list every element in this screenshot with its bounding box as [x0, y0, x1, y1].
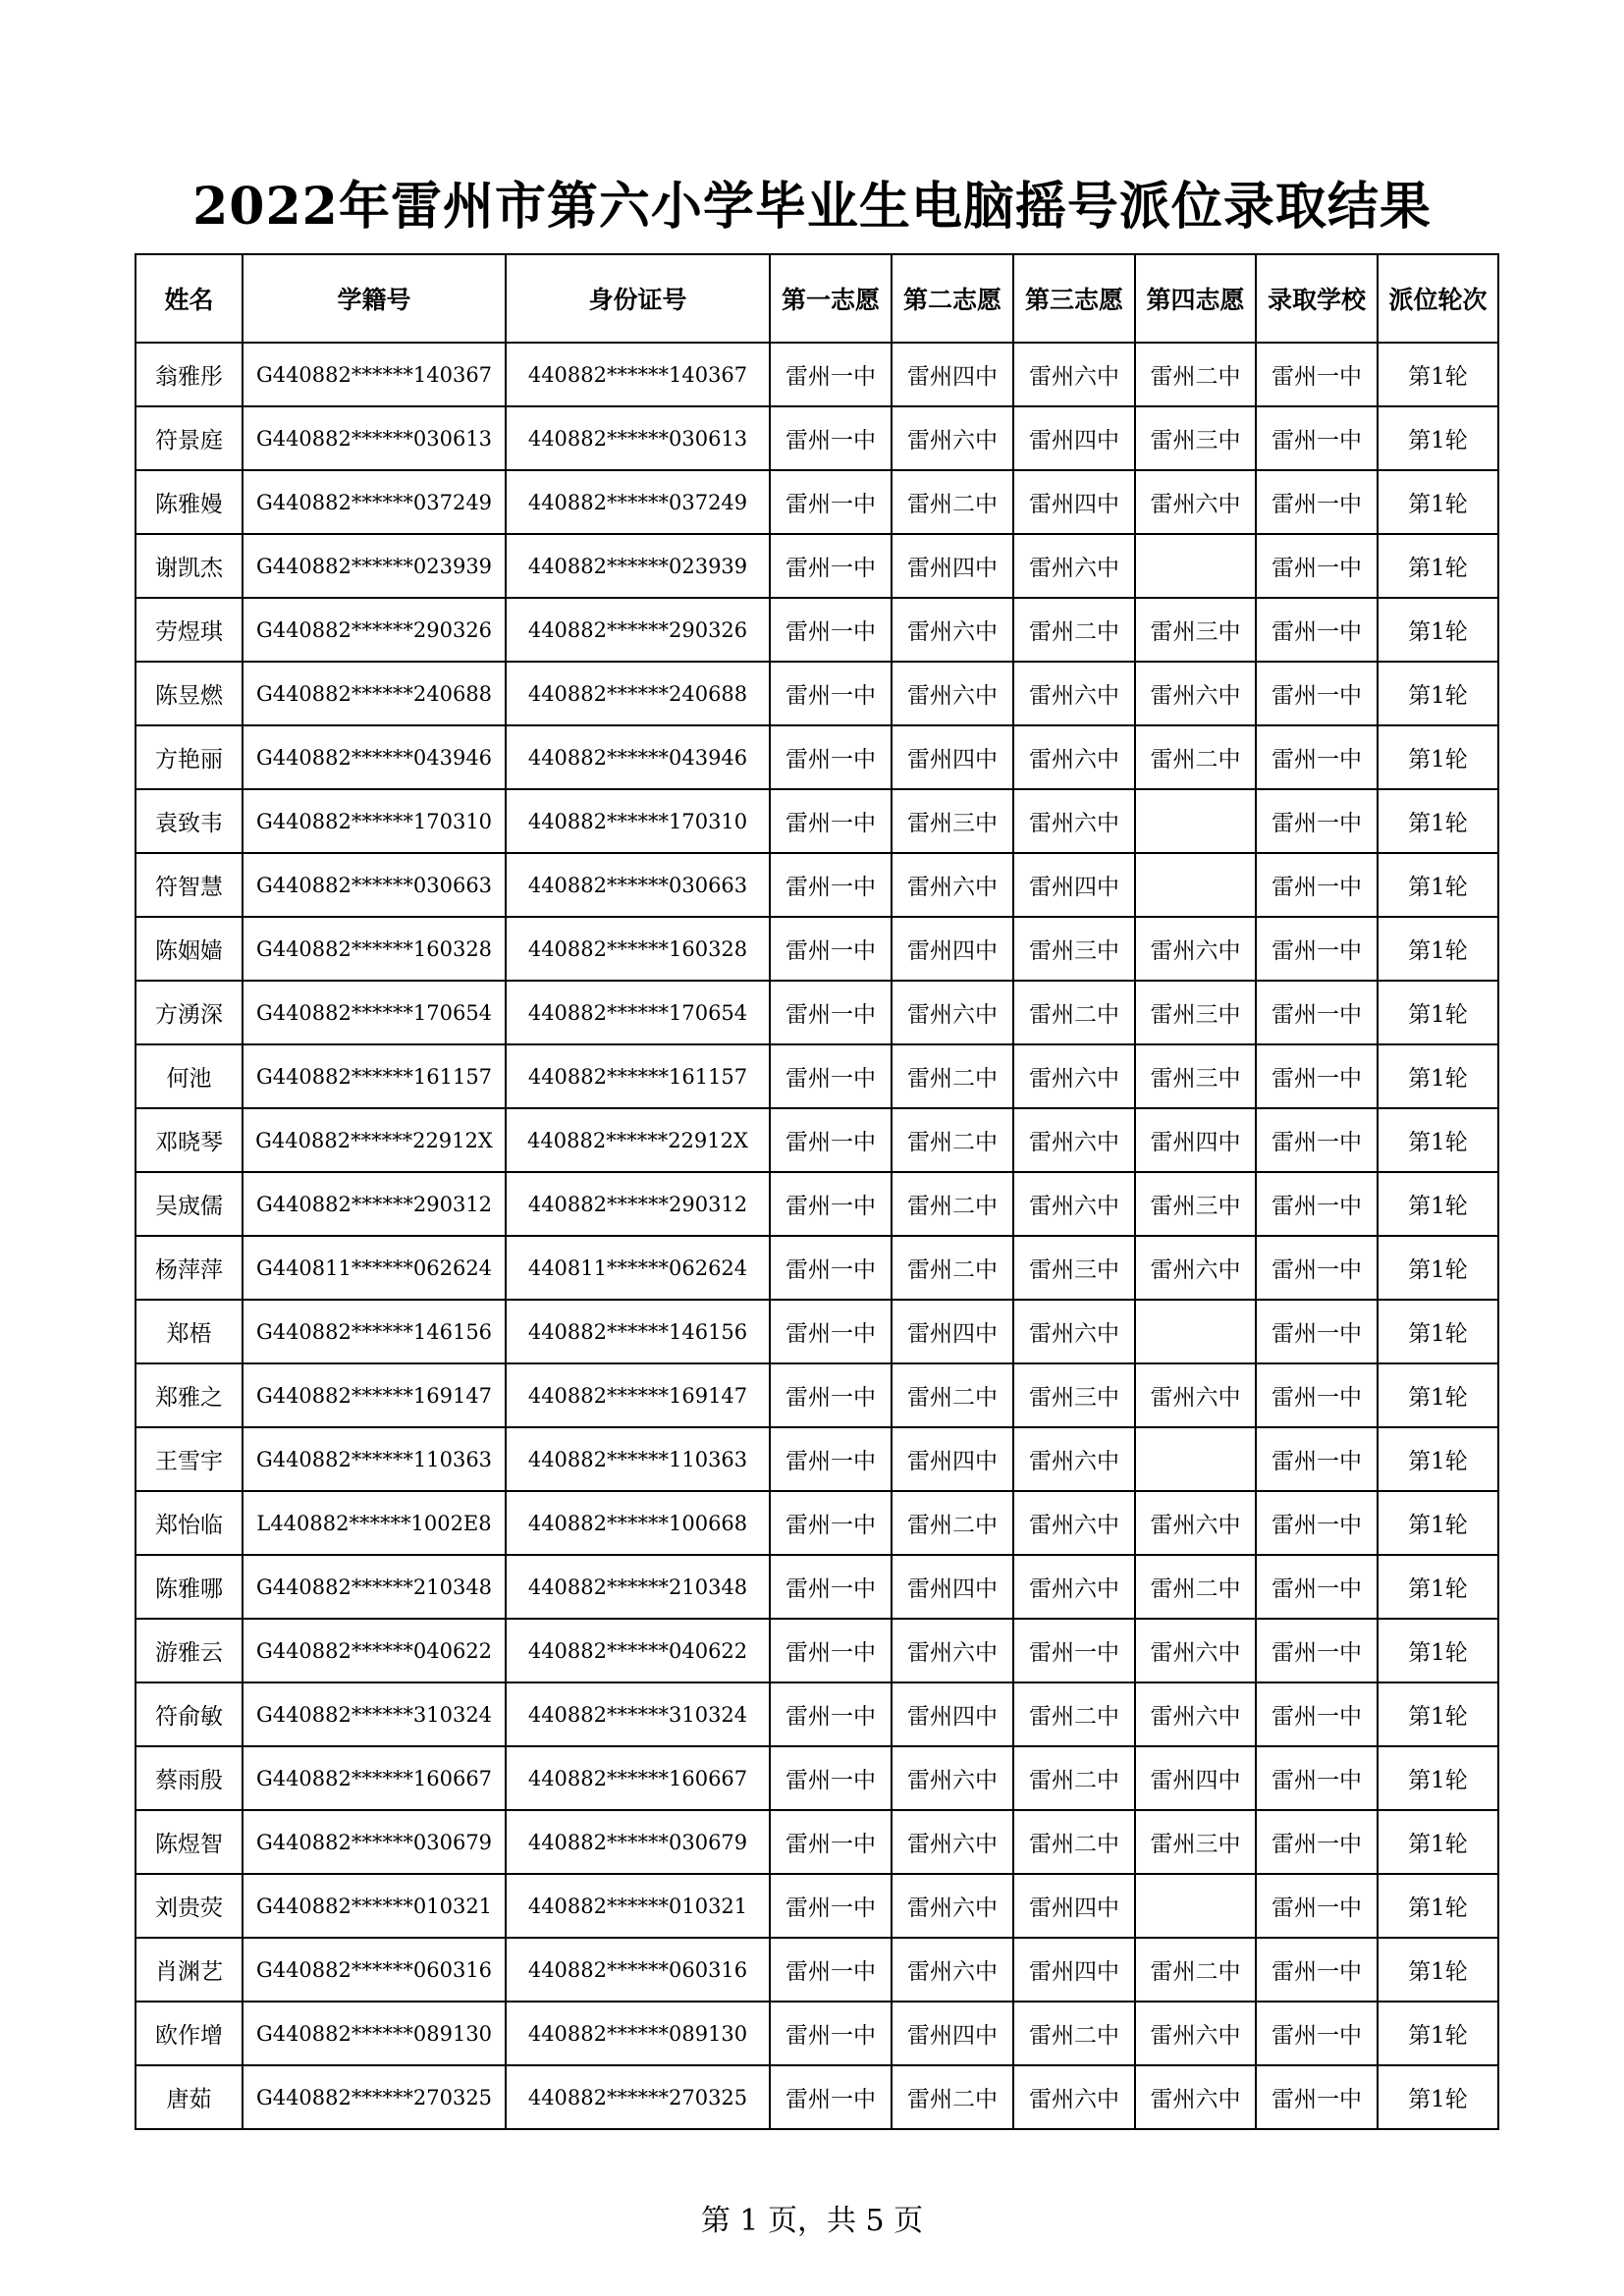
name-cell: 郑怡临	[135, 1491, 243, 1555]
student-id-cell: G440882******037249	[243, 470, 506, 534]
choice-1-cell: 雷州一中	[770, 662, 892, 725]
round-cell: 第1轮	[1378, 1682, 1498, 1746]
student-id-cell: G440882******310324	[243, 1682, 506, 1746]
table-row	[135, 1300, 1498, 1363]
admitted-school-cell: 雷州一中	[1256, 1555, 1378, 1619]
choice-2-cell: 雷州二中	[892, 470, 1013, 534]
results-table	[135, 253, 1499, 2130]
choice-2-cell: 雷州六中	[892, 1874, 1013, 1938]
student-id-cell: G440811******062624	[243, 1236, 506, 1300]
student-id-cell: G440882******060316	[243, 1938, 506, 2002]
choice-1-cell: 雷州一中	[770, 2065, 892, 2129]
round-cell: 第1轮	[1378, 917, 1498, 981]
admitted-school-cell: 雷州一中	[1256, 1810, 1378, 1874]
admitted-school-cell: 雷州一中	[1256, 725, 1378, 789]
choice-1-cell: 雷州一中	[770, 789, 892, 853]
choice-1-cell: 雷州一中	[770, 1746, 892, 1810]
table-row	[135, 343, 1498, 406]
student-id-cell: G440882******030679	[243, 1810, 506, 1874]
choice-4-cell: 雷州二中	[1135, 343, 1256, 406]
student-id-cell: G440882******160667	[243, 1746, 506, 1810]
choice-3-cell: 雷州一中	[1013, 1619, 1135, 1682]
choice-3-cell: 雷州六中	[1013, 1108, 1135, 1172]
admitted-school-cell: 雷州一中	[1256, 1172, 1378, 1236]
table-row	[135, 1236, 1498, 1300]
choice-2-cell: 雷州二中	[892, 2065, 1013, 2129]
col-header-choice-1: 第一志愿	[770, 254, 892, 343]
choice-3-cell: 雷州六中	[1013, 1300, 1135, 1363]
choice-2-cell: 雷州四中	[892, 917, 1013, 981]
id-number-cell: 440882******043946	[506, 725, 770, 789]
choice-1-cell: 雷州一中	[770, 2002, 892, 2065]
col-header-choice-4: 第四志愿	[1135, 254, 1256, 343]
choice-3-cell: 雷州六中	[1013, 1427, 1135, 1491]
col-header-choice-2: 第二志愿	[892, 254, 1013, 343]
choice-4-cell: 雷州三中	[1135, 981, 1256, 1044]
choice-3-cell: 雷州二中	[1013, 598, 1135, 662]
round-cell: 第1轮	[1378, 534, 1498, 598]
choice-3-cell: 雷州六中	[1013, 789, 1135, 853]
round-cell: 第1轮	[1378, 1108, 1498, 1172]
id-number-cell: 440882******169147	[506, 1363, 770, 1427]
id-number-cell: 440882******161157	[506, 1044, 770, 1108]
choice-4-cell	[1135, 534, 1256, 598]
round-cell: 第1轮	[1378, 981, 1498, 1044]
student-id-cell: G440882******110363	[243, 1427, 506, 1491]
student-id-cell: G440882******030613	[243, 406, 506, 470]
choice-2-cell: 雷州四中	[892, 534, 1013, 598]
name-cell: 陈昱燃	[135, 662, 243, 725]
student-id-cell: G440882******146156	[243, 1300, 506, 1363]
student-id-cell: G440882******240688	[243, 662, 506, 725]
choice-2-cell: 雷州六中	[892, 598, 1013, 662]
name-cell: 陈姻嫱	[135, 917, 243, 981]
student-id-cell: L440882******1002E8	[243, 1491, 506, 1555]
choice-2-cell: 雷州二中	[892, 1044, 1013, 1108]
choice-3-cell: 雷州六中	[1013, 725, 1135, 789]
table-row	[135, 1682, 1498, 1746]
student-id-cell: G440882******043946	[243, 725, 506, 789]
admitted-school-cell: 雷州一中	[1256, 1746, 1378, 1810]
choice-2-cell: 雷州六中	[892, 1619, 1013, 1682]
table-row	[135, 598, 1498, 662]
choice-2-cell: 雷州六中	[892, 981, 1013, 1044]
table-row	[135, 725, 1498, 789]
student-id-cell: G440882******22912X	[243, 1108, 506, 1172]
name-cell: 郑雅之	[135, 1363, 243, 1427]
round-cell: 第1轮	[1378, 1938, 1498, 2002]
admitted-school-cell: 雷州一中	[1256, 406, 1378, 470]
choice-2-cell: 雷州二中	[892, 1491, 1013, 1555]
student-id-cell: G440882******161157	[243, 1044, 506, 1108]
id-number-cell: 440882******089130	[506, 2002, 770, 2065]
col-header-admitted-school: 录取学校	[1256, 254, 1378, 343]
table-row	[135, 1044, 1498, 1108]
round-cell: 第1轮	[1378, 343, 1498, 406]
round-cell: 第1轮	[1378, 662, 1498, 725]
admitted-school-cell: 雷州一中	[1256, 1938, 1378, 2002]
id-number-cell: 440882******22912X	[506, 1108, 770, 1172]
choice-2-cell: 雷州二中	[892, 1363, 1013, 1427]
choice-1-cell: 雷州一中	[770, 343, 892, 406]
name-cell: 翁雅彤	[135, 343, 243, 406]
choice-1-cell: 雷州一中	[770, 1619, 892, 1682]
choice-1-cell: 雷州一中	[770, 1491, 892, 1555]
admitted-school-cell: 雷州一中	[1256, 1300, 1378, 1363]
choice-3-cell: 雷州二中	[1013, 981, 1135, 1044]
choice-2-cell: 雷州四中	[892, 1300, 1013, 1363]
admitted-school-cell: 雷州一中	[1256, 1491, 1378, 1555]
choice-2-cell: 雷州二中	[892, 1236, 1013, 1300]
student-id-cell: G440882******030663	[243, 853, 506, 917]
choice-4-cell: 雷州六中	[1135, 1619, 1256, 1682]
table-row	[135, 1555, 1498, 1619]
id-number-cell: 440882******060316	[506, 1938, 770, 2002]
choice-3-cell: 雷州三中	[1013, 1236, 1135, 1300]
choice-3-cell: 雷州三中	[1013, 1363, 1135, 1427]
round-cell: 第1轮	[1378, 1874, 1498, 1938]
name-cell: 蔡雨殷	[135, 1746, 243, 1810]
id-number-cell: 440882******310324	[506, 1682, 770, 1746]
student-id-cell: G440882******210348	[243, 1555, 506, 1619]
table-row	[135, 1491, 1498, 1555]
choice-1-cell: 雷州一中	[770, 1363, 892, 1427]
admitted-school-cell: 雷州一中	[1256, 981, 1378, 1044]
choice-1-cell: 雷州一中	[770, 1682, 892, 1746]
round-cell: 第1轮	[1378, 470, 1498, 534]
choice-4-cell: 雷州三中	[1135, 406, 1256, 470]
choice-3-cell: 雷州四中	[1013, 1938, 1135, 2002]
id-number-cell: 440811******062624	[506, 1236, 770, 1300]
choice-2-cell: 雷州六中	[892, 1938, 1013, 2002]
choice-4-cell: 雷州六中	[1135, 1682, 1256, 1746]
name-cell: 游雅云	[135, 1619, 243, 1682]
student-id-cell: G440882******270325	[243, 2065, 506, 2129]
choice-4-cell	[1135, 789, 1256, 853]
id-number-cell: 440882******160667	[506, 1746, 770, 1810]
id-number-cell: 440882******210348	[506, 1555, 770, 1619]
name-cell: 劳煜琪	[135, 598, 243, 662]
name-cell: 邓晓琴	[135, 1108, 243, 1172]
choice-4-cell: 雷州二中	[1135, 725, 1256, 789]
student-id-cell: G440882******160328	[243, 917, 506, 981]
choice-4-cell: 雷州六中	[1135, 2065, 1256, 2129]
id-number-cell: 440882******100668	[506, 1491, 770, 1555]
table-row	[135, 853, 1498, 917]
choice-2-cell: 雷州四中	[892, 725, 1013, 789]
round-cell: 第1轮	[1378, 598, 1498, 662]
id-number-cell: 440882******146156	[506, 1300, 770, 1363]
name-cell: 刘贵荧	[135, 1874, 243, 1938]
id-number-cell: 440882******023939	[506, 534, 770, 598]
choice-2-cell: 雷州四中	[892, 1682, 1013, 1746]
choice-3-cell: 雷州二中	[1013, 2002, 1135, 2065]
choice-3-cell: 雷州六中	[1013, 662, 1135, 725]
name-cell: 符俞敏	[135, 1682, 243, 1746]
col-header-name: 姓名	[135, 254, 243, 343]
student-id-cell: G440882******010321	[243, 1874, 506, 1938]
round-cell: 第1轮	[1378, 1236, 1498, 1300]
table-row	[135, 1427, 1498, 1491]
choice-2-cell: 雷州六中	[892, 406, 1013, 470]
choice-4-cell	[1135, 1427, 1256, 1491]
choice-3-cell: 雷州三中	[1013, 917, 1135, 981]
id-number-cell: 440882******030663	[506, 853, 770, 917]
student-id-cell: G440882******040622	[243, 1619, 506, 1682]
choice-3-cell: 雷州六中	[1013, 2065, 1135, 2129]
round-cell: 第1轮	[1378, 1810, 1498, 1874]
round-cell: 第1轮	[1378, 1172, 1498, 1236]
choice-1-cell: 雷州一中	[770, 1555, 892, 1619]
table-row	[135, 662, 1498, 725]
choice-1-cell: 雷州一中	[770, 534, 892, 598]
choice-4-cell	[1135, 1874, 1256, 1938]
choice-1-cell: 雷州一中	[770, 1044, 892, 1108]
choice-3-cell: 雷州二中	[1013, 1682, 1135, 1746]
id-number-cell: 440882******290312	[506, 1172, 770, 1236]
name-cell: 郑梧	[135, 1300, 243, 1363]
round-cell: 第1轮	[1378, 789, 1498, 853]
admitted-school-cell: 雷州一中	[1256, 1236, 1378, 1300]
choice-1-cell: 雷州一中	[770, 1108, 892, 1172]
choice-2-cell: 雷州四中	[892, 1555, 1013, 1619]
choice-2-cell: 雷州六中	[892, 1746, 1013, 1810]
admitted-school-cell: 雷州一中	[1256, 598, 1378, 662]
choice-4-cell: 雷州六中	[1135, 1363, 1256, 1427]
name-cell: 陈雅哪	[135, 1555, 243, 1619]
table-row	[135, 1938, 1498, 2002]
choice-4-cell: 雷州三中	[1135, 1044, 1256, 1108]
id-number-cell: 440882******140367	[506, 343, 770, 406]
round-cell: 第1轮	[1378, 406, 1498, 470]
student-id-cell: G440882******140367	[243, 343, 506, 406]
name-cell: 唐茹	[135, 2065, 243, 2129]
round-cell: 第1轮	[1378, 1555, 1498, 1619]
choice-2-cell: 雷州二中	[892, 1108, 1013, 1172]
col-header-choice-3: 第三志愿	[1013, 254, 1135, 343]
choice-1-cell: 雷州一中	[770, 1172, 892, 1236]
name-cell: 陈煜智	[135, 1810, 243, 1874]
choice-2-cell: 雷州六中	[892, 853, 1013, 917]
name-cell: 袁致韦	[135, 789, 243, 853]
choice-1-cell: 雷州一中	[770, 981, 892, 1044]
table-row	[135, 2065, 1498, 2129]
choice-3-cell: 雷州六中	[1013, 1172, 1135, 1236]
choice-4-cell: 雷州六中	[1135, 1491, 1256, 1555]
table-row	[135, 1746, 1498, 1810]
id-number-cell: 440882******240688	[506, 662, 770, 725]
round-cell: 第1轮	[1378, 1363, 1498, 1427]
admitted-school-cell: 雷州一中	[1256, 2065, 1378, 2129]
name-cell: 符智慧	[135, 853, 243, 917]
table-row	[135, 534, 1498, 598]
round-cell: 第1轮	[1378, 1300, 1498, 1363]
round-cell: 第1轮	[1378, 2065, 1498, 2129]
choice-2-cell: 雷州六中	[892, 662, 1013, 725]
choice-4-cell: 雷州六中	[1135, 917, 1256, 981]
admitted-school-cell: 雷州一中	[1256, 534, 1378, 598]
name-cell: 吴宬儒	[135, 1172, 243, 1236]
table-row	[135, 1619, 1498, 1682]
page-title: 2022年雷州市第六小学毕业生电脑摇号派位录取结果	[192, 177, 1432, 237]
id-number-cell: 440882******030613	[506, 406, 770, 470]
choice-3-cell: 雷州四中	[1013, 470, 1135, 534]
round-cell: 第1轮	[1378, 1427, 1498, 1491]
choice-1-cell: 雷州一中	[770, 1874, 892, 1938]
choice-3-cell: 雷州四中	[1013, 853, 1135, 917]
name-cell: 陈雅嫚	[135, 470, 243, 534]
admitted-school-cell: 雷州一中	[1256, 1108, 1378, 1172]
id-number-cell: 440882******030679	[506, 1810, 770, 1874]
choice-3-cell: 雷州六中	[1013, 343, 1135, 406]
admitted-school-cell: 雷州一中	[1256, 853, 1378, 917]
choice-3-cell: 雷州二中	[1013, 1810, 1135, 1874]
name-cell: 何池	[135, 1044, 243, 1108]
admitted-school-cell: 雷州一中	[1256, 1874, 1378, 1938]
id-number-cell: 440882******110363	[506, 1427, 770, 1491]
choice-4-cell: 雷州六中	[1135, 2002, 1256, 2065]
choice-2-cell: 雷州四中	[892, 343, 1013, 406]
table-row	[135, 1108, 1498, 1172]
choice-2-cell: 雷州六中	[892, 1810, 1013, 1874]
round-cell: 第1轮	[1378, 725, 1498, 789]
table-row	[135, 789, 1498, 853]
choice-3-cell: 雷州六中	[1013, 534, 1135, 598]
student-id-cell: G440882******089130	[243, 2002, 506, 2065]
id-number-cell: 440882******040622	[506, 1619, 770, 1682]
student-id-cell: G440882******170654	[243, 981, 506, 1044]
table-row	[135, 917, 1498, 981]
admitted-school-cell: 雷州一中	[1256, 662, 1378, 725]
table-row	[135, 470, 1498, 534]
student-id-cell: G440882******023939	[243, 534, 506, 598]
round-cell: 第1轮	[1378, 1746, 1498, 1810]
choice-3-cell: 雷州四中	[1013, 406, 1135, 470]
round-cell: 第1轮	[1378, 2002, 1498, 2065]
choice-3-cell: 雷州二中	[1013, 1746, 1135, 1810]
choice-4-cell: 雷州三中	[1135, 598, 1256, 662]
admitted-school-cell: 雷州一中	[1256, 343, 1378, 406]
choice-4-cell: 雷州六中	[1135, 1236, 1256, 1300]
id-number-cell: 440882******270325	[506, 2065, 770, 2129]
id-number-cell: 440882******290326	[506, 598, 770, 662]
admitted-school-cell: 雷州一中	[1256, 1682, 1378, 1746]
table-row	[135, 1363, 1498, 1427]
choice-1-cell: 雷州一中	[770, 1300, 892, 1363]
choice-4-cell: 雷州四中	[1135, 1108, 1256, 1172]
round-cell: 第1轮	[1378, 1619, 1498, 1682]
admitted-school-cell: 雷州一中	[1256, 1427, 1378, 1491]
name-cell: 符景庭	[135, 406, 243, 470]
admitted-school-cell: 雷州一中	[1256, 1363, 1378, 1427]
choice-2-cell: 雷州四中	[892, 2002, 1013, 2065]
id-number-cell: 440882******170654	[506, 981, 770, 1044]
admitted-school-cell: 雷州一中	[1256, 2002, 1378, 2065]
student-id-cell: G440882******290326	[243, 598, 506, 662]
table-row	[135, 2002, 1498, 2065]
choice-1-cell: 雷州一中	[770, 470, 892, 534]
table-row	[135, 1810, 1498, 1874]
choice-4-cell: 雷州二中	[1135, 1555, 1256, 1619]
choice-1-cell: 雷州一中	[770, 406, 892, 470]
choice-3-cell: 雷州四中	[1013, 1874, 1135, 1938]
admitted-school-cell: 雷州一中	[1256, 789, 1378, 853]
admitted-school-cell: 雷州一中	[1256, 917, 1378, 981]
choice-1-cell: 雷州一中	[770, 598, 892, 662]
name-cell: 王雪宇	[135, 1427, 243, 1491]
choice-1-cell: 雷州一中	[770, 1938, 892, 2002]
table-row	[135, 1874, 1498, 1938]
choice-1-cell: 雷州一中	[770, 725, 892, 789]
name-cell: 欧作增	[135, 2002, 243, 2065]
round-cell: 第1轮	[1378, 1491, 1498, 1555]
page-footer: 第 1 页，共 5 页	[700, 2204, 924, 2238]
name-cell: 方湧深	[135, 981, 243, 1044]
choice-4-cell: 雷州六中	[1135, 470, 1256, 534]
col-header-id-number: 身份证号	[506, 254, 770, 343]
student-id-cell: G440882******290312	[243, 1172, 506, 1236]
choice-2-cell: 雷州四中	[892, 1427, 1013, 1491]
choice-3-cell: 雷州六中	[1013, 1044, 1135, 1108]
name-cell: 肖渊艺	[135, 1938, 243, 2002]
round-cell: 第1轮	[1378, 1044, 1498, 1108]
choice-1-cell: 雷州一中	[770, 853, 892, 917]
id-number-cell: 440882******037249	[506, 470, 770, 534]
choice-4-cell: 雷州四中	[1135, 1746, 1256, 1810]
choice-1-cell: 雷州一中	[770, 1427, 892, 1491]
student-id-cell: G440882******170310	[243, 789, 506, 853]
choice-3-cell: 雷州六中	[1013, 1491, 1135, 1555]
choice-4-cell: 雷州三中	[1135, 1172, 1256, 1236]
round-cell: 第1轮	[1378, 853, 1498, 917]
choice-1-cell: 雷州一中	[770, 1236, 892, 1300]
header-row	[135, 254, 1498, 343]
name-cell: 方艳丽	[135, 725, 243, 789]
choice-3-cell: 雷州六中	[1013, 1555, 1135, 1619]
name-cell: 谢凯杰	[135, 534, 243, 598]
admitted-school-cell: 雷州一中	[1256, 470, 1378, 534]
id-number-cell: 440882******170310	[506, 789, 770, 853]
admitted-school-cell: 雷州一中	[1256, 1044, 1378, 1108]
id-number-cell: 440882******160328	[506, 917, 770, 981]
choice-4-cell: 雷州六中	[1135, 662, 1256, 725]
admitted-school-cell: 雷州一中	[1256, 1619, 1378, 1682]
table-row	[135, 981, 1498, 1044]
table-row	[135, 406, 1498, 470]
choice-4-cell: 雷州三中	[1135, 1810, 1256, 1874]
student-id-cell: G440882******169147	[243, 1363, 506, 1427]
table-body	[135, 343, 1498, 2129]
id-number-cell: 440882******010321	[506, 1874, 770, 1938]
name-cell: 杨萍萍	[135, 1236, 243, 1300]
table-row	[135, 1172, 1498, 1236]
choice-2-cell: 雷州三中	[892, 789, 1013, 853]
choice-2-cell: 雷州二中	[892, 1172, 1013, 1236]
choice-1-cell: 雷州一中	[770, 1810, 892, 1874]
choice-1-cell: 雷州一中	[770, 917, 892, 981]
choice-4-cell	[1135, 853, 1256, 917]
choice-4-cell	[1135, 1300, 1256, 1363]
col-header-round: 派位轮次	[1378, 254, 1498, 343]
col-header-student-id: 学籍号	[243, 254, 506, 343]
choice-4-cell: 雷州二中	[1135, 1938, 1256, 2002]
